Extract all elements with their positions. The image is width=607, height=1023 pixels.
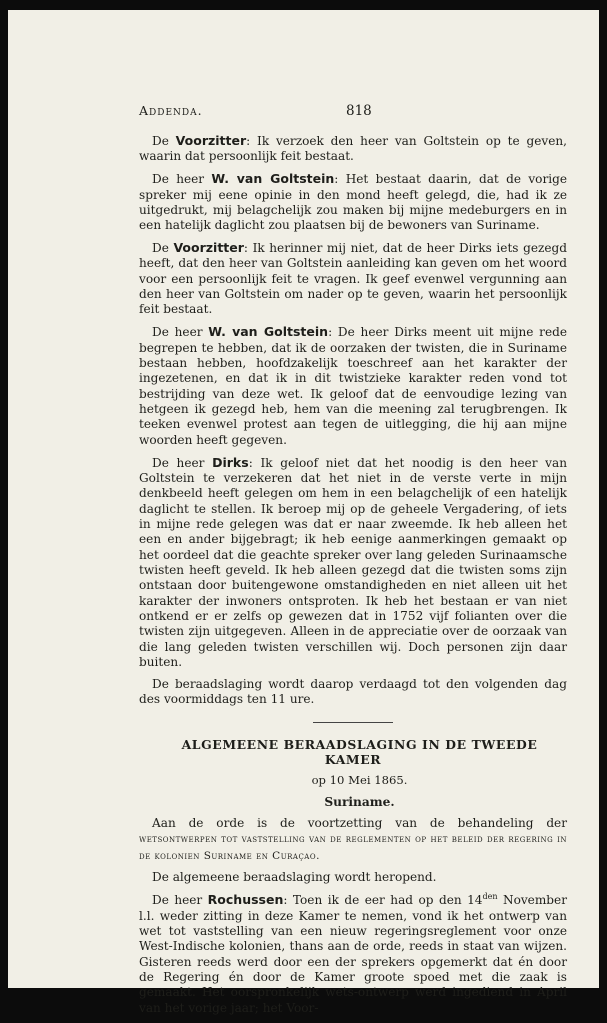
speaker-name: Dirks	[212, 454, 249, 470]
document-page	[8, 10, 599, 1015]
speaker-prefix: De	[152, 241, 174, 256]
speaker-prefix: De heer	[152, 325, 209, 340]
section-divider	[313, 722, 393, 723]
paragraph	[139, 816, 567, 864]
paragraph-text: : Ik geloof niet dat het noodig is den heer van Goltstein te verzekeren dat het niet in de verste verte in mijn denkbeeld heeft gelegen om hem in een belagchelijk of een hatelijk daglicht te stellen. Ik beroep mij op de geheele Vergadering, of iets in mijne rede gelegen was dat er naar zweemde. Ik heb alleen het een en ander bijgebragt; ik heb eenige aanmerkingen gemaakt op het oordeel dat die geachte spreker over lang geleden Surinaamsche twisten heeft geveld. Ik heb alleen gezegd dat die twisten soms zijn ontstaan door buitengewone omstandigheden en niet alleen uit het karakter der inwoners ontsproten. Ik heb het bestaan er van niet ontkend er er zelfs op gewezen dat in 1752 vijf folianten over die twisten zijn uitgegeven. Alleen in de appreciatie over de oorzaak van die lang geleden twisten verschillen wij. Doch personen zijn daar buiten.	[139, 455, 567, 669]
section-date: op 10 Mei 1865.	[311, 773, 408, 788]
section-subtitle: Suriname.	[324, 794, 395, 809]
paragraph	[139, 892, 567, 1016]
header-section-label: Addenda.	[139, 103, 203, 118]
speaker-prefix: De	[152, 134, 176, 148]
section-title: ALGEMEENE BERAADSLAGING IN DE TWEEDE KAMER	[181, 736, 538, 767]
running-header	[139, 103, 567, 121]
paragraph	[139, 171, 567, 233]
paragraph-text: De beraadslaging wordt daarop verdaagd tot den volgenden dag des voormiddags ten 11 ure.	[139, 676, 567, 707]
speaker-name: Voorzitter	[173, 240, 244, 256]
paragraph-text: : Ik herinner mij niet, dat de heer Dirks iets gezegd heeft, dat den heer van Goltstein aanleiding kan geven om het woord voor een persoonlijk feit te vragen. Ik geef evenwel vergunning aan den heer van Goltstein om nader op te geven, waarin het persoonlijk feit bestaat.	[139, 241, 567, 317]
document-body	[139, 133, 567, 1023]
paragraph-text: : Ik verzoek den heer van Goltstein op te geven, waarin dat persoonlijk feit bestaat.	[139, 134, 568, 164]
paragraph-text: : Het bestaat daarin, dat de vorige spreker mij eene opinie in den mond heeft gelegd, die, had ik ze uitgedrukt, mij belagchelijk zou maken bij mijne medeburgers en in een hatelijk daglicht zou plaatsen bij de bewoners van Suriname.	[139, 172, 568, 233]
paragraph-text: : Toen ik de eer had op den 14	[283, 893, 483, 908]
paragraph-text: November l.l. weder zitting in deze Kamer te nemen, vond ik het ontwerp van wet tot vaststelling van een nieuw regeringsreglement voor onze West-Indische kolonien, thans aan de orde, reeds in staat van wijzen. Gisteren reeds werd door een der sprekers opgemerkt dat én door de Regering én door de Kamer groote spoed met die zaak is gemaakt. Het oorspronkelijk wets-ontwerp werd ingediend in April van het vorige jaar; het Voor-	[139, 893, 567, 1015]
paragraph	[139, 677, 567, 708]
speaker-name: W. van Goltstein	[208, 324, 329, 340]
speaker-name: Voorzitter	[175, 133, 247, 148]
paragraph	[139, 240, 567, 318]
paragraph-text: De algemeene beraadslaging wordt heropend.	[152, 870, 437, 885]
page-number: 818	[346, 103, 372, 119]
paragraph-text: Aan de orde is de voortzetting van de behandeling der	[152, 815, 567, 830]
paragraph	[139, 324, 567, 448]
speaker-prefix: De heer	[152, 893, 208, 908]
speaker-prefix: De heer	[152, 172, 212, 187]
paragraph-text: : De heer Dirks meent uit mijne rede begrepen te hebben, dat ik de oorzaken der twisten, die in Suriname bestaan hebben, hoofdzakelijk toeschreef aan het karakter der ingezetenen, en dat ik in dit twistzieke karakter reden vond tot bestrijding van deze wet. Ik geloof dat de eenvoudige lezing van hetgeen ik gezegd heb, hem van die meening zal terugbrengen. Ik teeken evenwel protest aan tegen de uitlegging, die hij aan mijne woorden heeft gegeven.	[139, 325, 568, 447]
paragraph	[139, 870, 567, 885]
paragraph	[139, 455, 567, 671]
speaker-prefix: De heer	[152, 455, 213, 470]
speaker-name: W. van Goltstein	[211, 171, 335, 187]
paragraph-smallcaps: wetsontwerpen tot vaststelling van de reglementen op het beleid der regering in de kolonien Suriname en Curaçao.	[139, 833, 567, 862]
paragraph	[139, 133, 567, 165]
superscript: den	[482, 892, 498, 902]
speaker-name: Rochussen	[207, 892, 284, 908]
